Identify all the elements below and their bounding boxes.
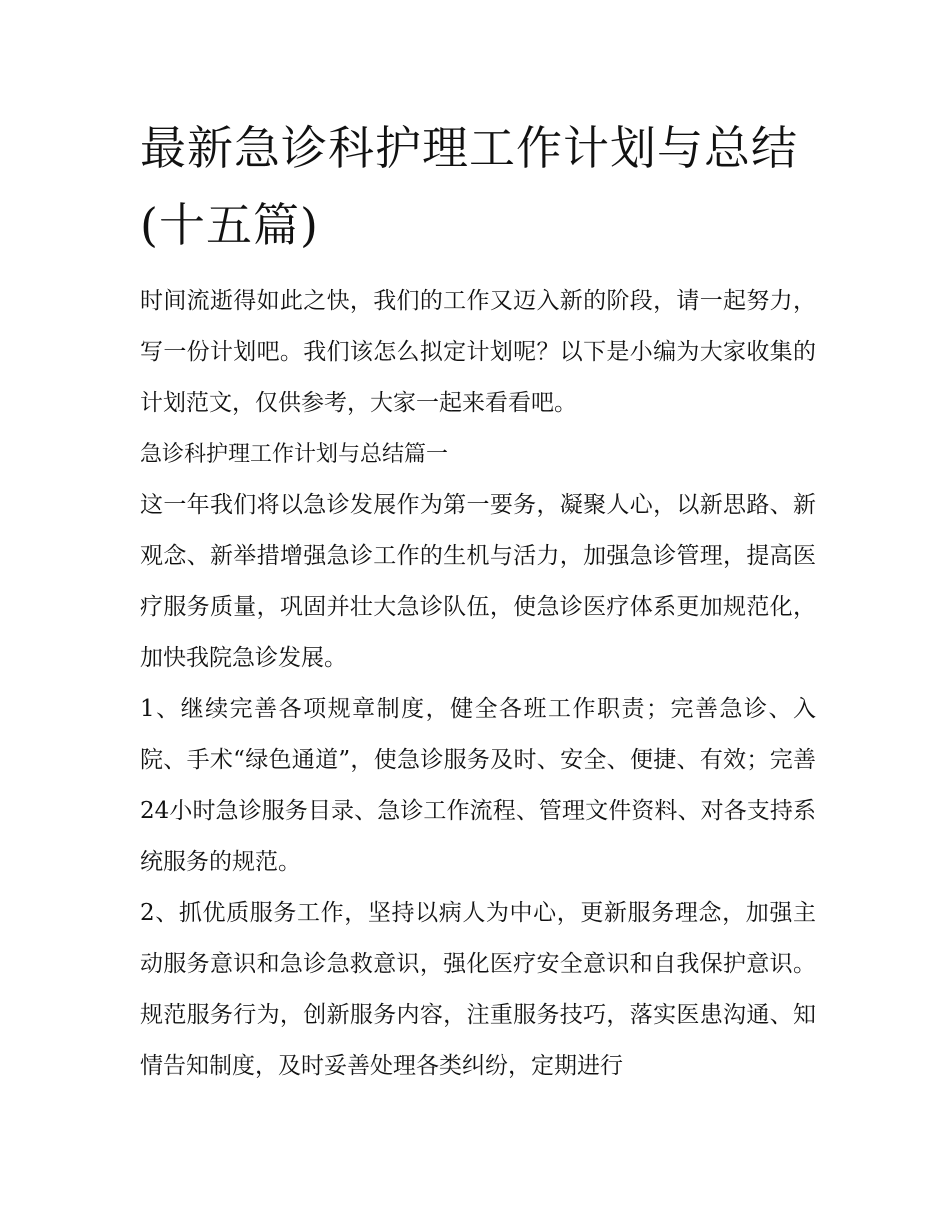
- section-heading: 急诊科护理工作计划与总结篇一: [140, 442, 449, 467]
- body-paragraph-1: 这一年我们将以急诊发展作为第一要务，凝聚人心，以新思路、新观念、新举措增强急诊工作的生机与活力，加强急诊管理，提高医疗服务质量，巩固并壮大急诊队伍，使急诊医疗体系更加规范化，加快我院急诊发展。: [140, 492, 816, 671]
- intro-paragraph: 时间流逝得如此之快，我们的工作又迈入新的阶段，请一起努力，写一份计划吧。我们该怎么拟定计划呢？以下是小编为大家收集的计划范文，仅供参考，大家一起来看看吧。: [140, 288, 816, 416]
- document-title: 最新急诊科护理工作计划与总结(十五篇): [140, 121, 798, 252]
- body-paragraph-2: 1、继续完善各项规章制度，健全各班工作职责；完善急诊、入院、手术“绿色通道”，使急诊服务及时、安全、便捷、有效；完善24小时急诊服务目录、急诊工作流程、管理文件资料、对各支持系统服务的规范。: [140, 696, 816, 875]
- body-paragraph-3: 2、抓优质服务工作，坚持以病人为中心，更新服务理念，加强主动服务意识和急诊急救意识，强化医疗安全意识和自我保护意识。规范服务行为，创新服务内容，注重服务技巧，落实医患沟通、知情告知制度，及时妥善处理各类纠纷，定期进行: [140, 900, 816, 1079]
- document-page: [140, 110, 816, 1092]
